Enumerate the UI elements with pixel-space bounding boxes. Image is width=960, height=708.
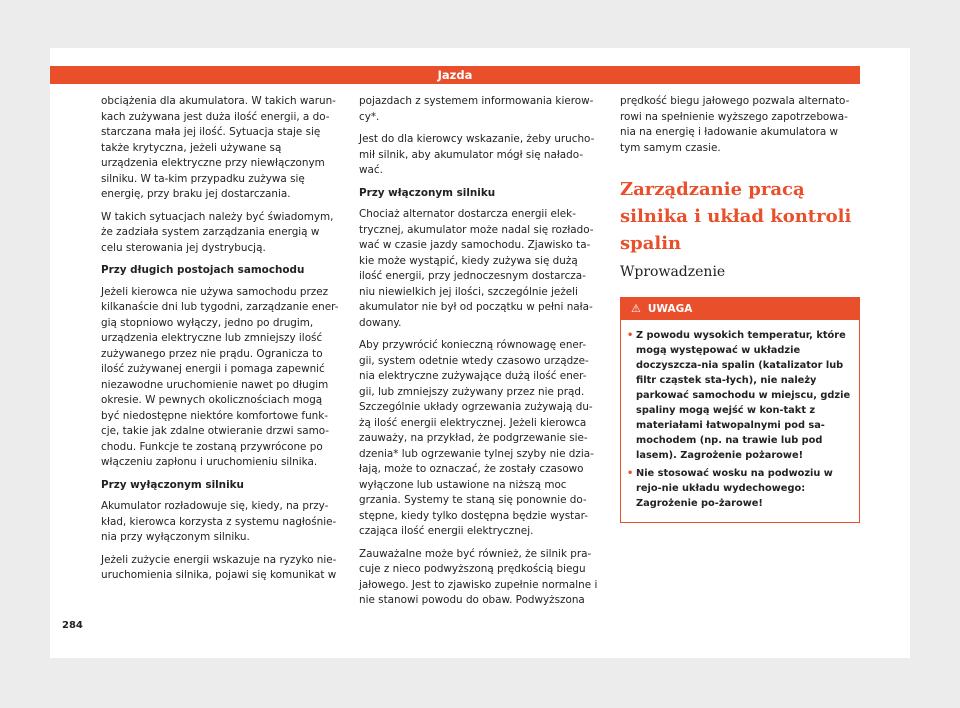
warning-item xyxy=(627,328,851,463)
paragraph: Akumulator rozładowuje się, kiedy, na przy-kład, kierowca korzysta z systemu nagłośnie-nia przy wyłączonym silniku. xyxy=(101,500,337,543)
column-3 xyxy=(620,94,860,523)
warning-triangle-icon: ⚠ xyxy=(631,301,641,315)
warning-body xyxy=(621,320,859,522)
warning-label: UWAGA xyxy=(647,302,693,315)
section-subtitle: Wprowadzenie xyxy=(620,264,726,280)
section-title: Zarządzanie pracą silnika i układ kontroli spalin xyxy=(620,179,852,254)
column-1 xyxy=(101,94,341,591)
warning-text: Z powodu wysokich temperatur, które mogą występować w układzie doczyszcza-nia spalin (katalizator lub filtr cząstek sta-łych), nie należy parkować samochodu w miejscu, gdzie spaliny mogą wejść w kon-takt z materiałami łatwopalnymi pod sa-mochodem (np. na trawie lub pod lasem). Zagrożenie pożarowe! xyxy=(636,329,851,461)
chapter-header: Jazda xyxy=(50,66,860,84)
subheading: Przy wyłączonym silniku xyxy=(101,478,244,491)
paragraph: prędkość biegu jałowego pozwala alternato-rowi na spełnienie wyższego zapotrzebowa-nia na energię i ładowanie akumulatora w tym samym czasie. xyxy=(620,95,850,154)
paragraph: Aby przywrócić konieczną równowagę ener-gii, system odetnie wtedy czasowo urządze-nia elektryczne zużywające dużą ilość ener-gii, lub zmniejszy zużywany przez nie prąd. Szczególnie układy ogrzewania zużywają du-żą ilość energii elektrycznej. Jeżeli kierowca zauważy, na przykład, że podgrzewanie sie-dzenia* lub ogrzewanie tylnej szyby nie dzia-łają, może to oznaczać, że zostały czasowo wyłączone lub ustawione na niższą moc grzania. Systemy te staną się ponownie do-stępne, kiedy tylko dostępna będzie wystar-czająca ilość energii elektrycznej. xyxy=(359,339,594,537)
subheading: Przy włączonym silniku xyxy=(359,186,496,199)
paragraph: W takich sytuacjach należy być świadomym, że zadziała system zarządzania energią w celu sterowania jej dystrybucją. xyxy=(101,210,334,254)
warning-header xyxy=(621,298,859,320)
page-number: 284 xyxy=(62,620,83,631)
warning-box xyxy=(620,297,860,523)
bullet-icon: • xyxy=(627,329,634,341)
paragraph: Jest do dla kierowcy wskazanie, żeby urucho-mił silnik, aby akumulator mógł się nałado-wać. xyxy=(359,133,595,176)
warning-item xyxy=(627,466,851,511)
paragraph: pojazdach z systemem informowania kierow-cy*. xyxy=(359,95,594,123)
column-2 xyxy=(359,94,599,616)
warning-text: Nie stosować wosku na podwoziu w rejo-nie układu wydechowego: Zagrożenie po-żarowe! xyxy=(636,467,833,509)
paragraph: Chociaż alternator dostarcza energii elek-trycznej, akumulator może nadal się rozłado-wać w czasie jazdy samochodu. Zjawisko ta-kie może wystąpić, kiedy zużywa się dużą ilość energii, przy jednoczesnym dostarcza-niu niewielkich jej ilości, szczególnie jeżeli akumulator nie był od początku w pełni nała-dowany. xyxy=(359,208,594,329)
paragraph: obciążenia dla akumulatora. W takich warun-kach zużywana jest duża ilość energii, a do-starczana mała jej ilość. Sytuacja staje się także krytyczna, jeżeli używane są urządzenia elektryczne przy niewłączonym silniku. W ta-kim przypadku zużywa się energię, przy braku jej dostarczania. xyxy=(101,95,336,200)
subheading: Przy długich postojach samochodu xyxy=(101,264,305,276)
paragraph: Zauważalne może być również, że silnik pra-cuje z nieco podwyższoną prędkością biegu jałowego. Jest to zjawisko zupełnie normalne i nie stanowi powodu do obaw. Podwyższona xyxy=(359,547,598,606)
paragraph: Jeżeli kierowca nie używa samochodu przez kilkanaście dni lub tygodni, zarządzanie ener-gią stopniowo wyłączy, jedno po drugim, urządzenia elektryczne lub zmniejszy ilość zużywanego przez nie prądu. Ogranicza to ilość zużywanej energii i pomaga zapewnić niezawodne uruchomienie nawet po długim okresie. W pewnych okolicznościach mogą być niedostępne niektóre komfortowe funk-cje, takie jak zdalne otwieranie drzwi samo-chodu. Funkcje te zostaną przywrócone po włączeniu zapłonu i uruchomieniu silnika. xyxy=(101,285,339,468)
bullet-icon: • xyxy=(627,467,634,479)
paragraph: Jeżeli zużycie energii wskazuje na ryzyko nie-uruchomienia silnika, pojawi się komunikat w xyxy=(101,553,337,581)
